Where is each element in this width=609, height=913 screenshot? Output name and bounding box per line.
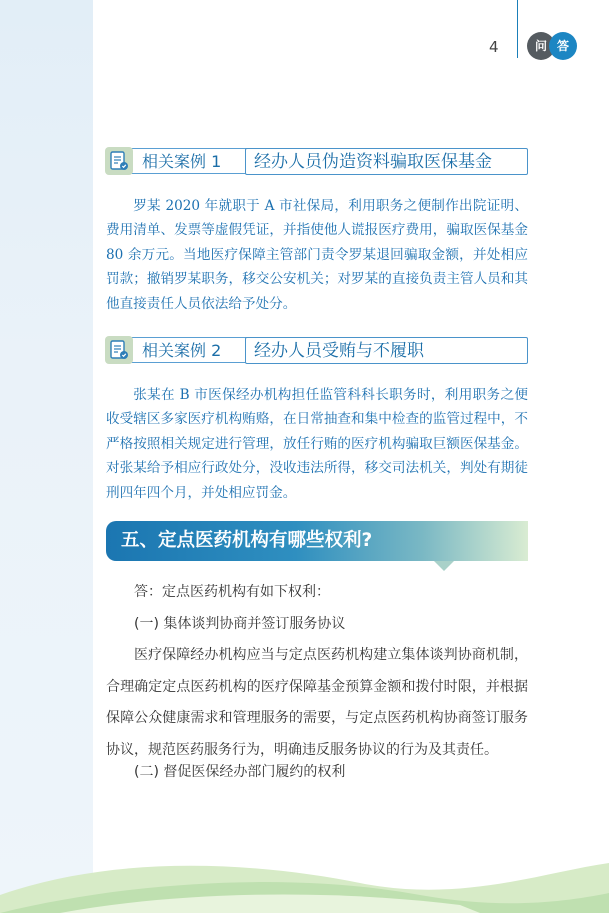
document-icon — [105, 336, 133, 364]
case-1-label: 相关案例 1 — [127, 148, 341, 174]
header-divider — [517, 0, 518, 58]
answer-intro: 答：定点医药机构有如下权利： — [134, 584, 330, 600]
document-icon — [105, 147, 133, 175]
section-title: 五、定点医药机构有哪些权利? — [121, 530, 373, 551]
page-number: 4 — [489, 38, 499, 56]
case-1-title: 经办人员伪造资料骗取医保基金 — [245, 148, 528, 175]
answer-item-2: (二) 督促医保经办部门履约的权利 — [134, 764, 346, 780]
section-banner — [106, 521, 528, 561]
left-decorative-band — [0, 0, 93, 913]
badge-answer: 答 — [549, 32, 577, 60]
case-2-header — [105, 336, 528, 366]
answer-paragraph-1: 医疗保障经办机构应当与定点医药机构建立集体谈判协商机制，合理确定定点医药机构的医疗保障基金预算金额和拨付时限，并根据保障公众健康需求和管理服务的需要，与定点医药机构协商签订服务协议，规范医药服务行为，明确违反服务协议的行为及其责任。 — [106, 647, 528, 758]
bottom-wave-decoration — [0, 833, 609, 913]
qa-badge — [527, 32, 579, 62]
case-2-title: 经办人员受贿与不履职 — [245, 337, 528, 364]
case-2-label: 相关案例 2 — [127, 337, 341, 363]
case-2-body: 张某在 B 市医保经办机构担任监管科科长职务时，利用职务之便收受辖区多家医疗机构贿赂，在日常抽查和集中检查的监管过程中，不严格按照相关规定进行管理，放任行贿的医疗机构骗取巨额医保基金。对张某给予相应行政处分，没收违法所得，移交司法机关，判处有期徒刑四年四个月，并处相应罚金。 — [106, 387, 528, 501]
answer-item-1: (一) 集体谈判协商并签订服务协议 — [134, 616, 346, 632]
case-1-body: 罗某 2020 年就职于 A 市社保局，利用职务之便制作出院证明、费用清单、发票等虚假凭证，并指使他人谎报医疗费用，骗取医保基金 80 余万元。当地医疗保障主管部门责令罗某退回骗取金额，并处相应罚款；撤销罗某职务，移交公安机关；对罗某的直接负责主管人员和其他直接责任人员依法给予处分。 — [106, 198, 528, 312]
badge-question: 问 — [527, 32, 555, 60]
case-1-header — [105, 147, 528, 177]
banner-tail — [434, 561, 454, 571]
